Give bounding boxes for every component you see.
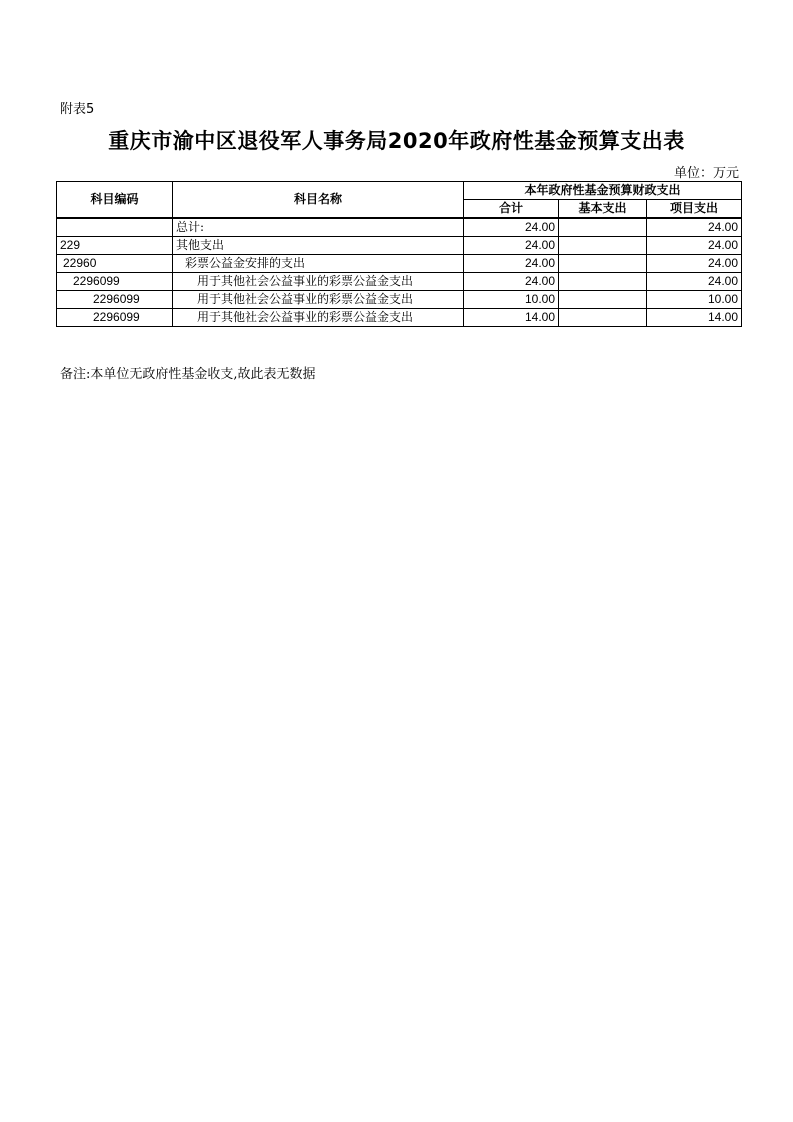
column-header-basic: 基本支出 bbox=[559, 200, 647, 219]
cell-code: 22960 bbox=[57, 255, 173, 273]
cell-project: 24.00 bbox=[647, 255, 742, 273]
cell-basic bbox=[559, 273, 647, 291]
cell-basic bbox=[559, 291, 647, 309]
cell-total: 24.00 bbox=[464, 218, 559, 237]
cell-total: 24.00 bbox=[464, 273, 559, 291]
column-header-total: 合计 bbox=[464, 200, 559, 219]
cell-project: 24.00 bbox=[647, 218, 742, 237]
column-header-project: 项目支出 bbox=[647, 200, 742, 219]
table-row bbox=[57, 309, 742, 327]
unit-label: 单位：万元 bbox=[673, 166, 739, 181]
cell-basic bbox=[559, 255, 647, 273]
cell-name: 用于其他社会公益事业的彩票公益金支出 bbox=[173, 273, 464, 291]
column-header-code: 科目编码 bbox=[57, 182, 173, 219]
cell-project: 24.00 bbox=[647, 237, 742, 255]
table-row bbox=[57, 218, 742, 237]
table-row bbox=[57, 291, 742, 309]
page-title: 重庆市渝中区退役军人事务局2020年政府性基金预算支出表 bbox=[108, 129, 685, 153]
cell-code bbox=[57, 218, 173, 237]
cell-basic bbox=[559, 218, 647, 237]
appendix-label: 附表5 bbox=[60, 102, 95, 117]
cell-project: 10.00 bbox=[647, 291, 742, 309]
footnote: 备注:本单位无政府性基金收支,故此表无数据 bbox=[60, 367, 316, 382]
cell-name: 其他支出 bbox=[173, 237, 464, 255]
cell-total: 24.00 bbox=[464, 255, 559, 273]
cell-name: 彩票公益金安排的支出 bbox=[173, 255, 464, 273]
cell-name: 用于其他社会公益事业的彩票公益金支出 bbox=[173, 291, 464, 309]
cell-code: 2296099 bbox=[57, 273, 173, 291]
cell-code: 2296099 bbox=[57, 309, 173, 327]
table-row bbox=[57, 237, 742, 255]
cell-project: 24.00 bbox=[647, 273, 742, 291]
cell-total: 24.00 bbox=[464, 237, 559, 255]
cell-basic bbox=[559, 309, 647, 327]
table-row bbox=[57, 255, 742, 273]
cell-basic bbox=[559, 237, 647, 255]
budget-table bbox=[56, 181, 742, 327]
column-group-header: 本年政府性基金预算财政支出 bbox=[464, 182, 742, 200]
cell-project: 14.00 bbox=[647, 309, 742, 327]
table-row bbox=[57, 273, 742, 291]
cell-code: 229 bbox=[57, 237, 173, 255]
cell-name: 总计: bbox=[173, 218, 464, 237]
cell-total: 14.00 bbox=[464, 309, 559, 327]
cell-total: 10.00 bbox=[464, 291, 559, 309]
column-header-name: 科目名称 bbox=[173, 182, 464, 219]
cell-code: 2296099 bbox=[57, 291, 173, 309]
cell-name: 用于其他社会公益事业的彩票公益金支出 bbox=[173, 309, 464, 327]
